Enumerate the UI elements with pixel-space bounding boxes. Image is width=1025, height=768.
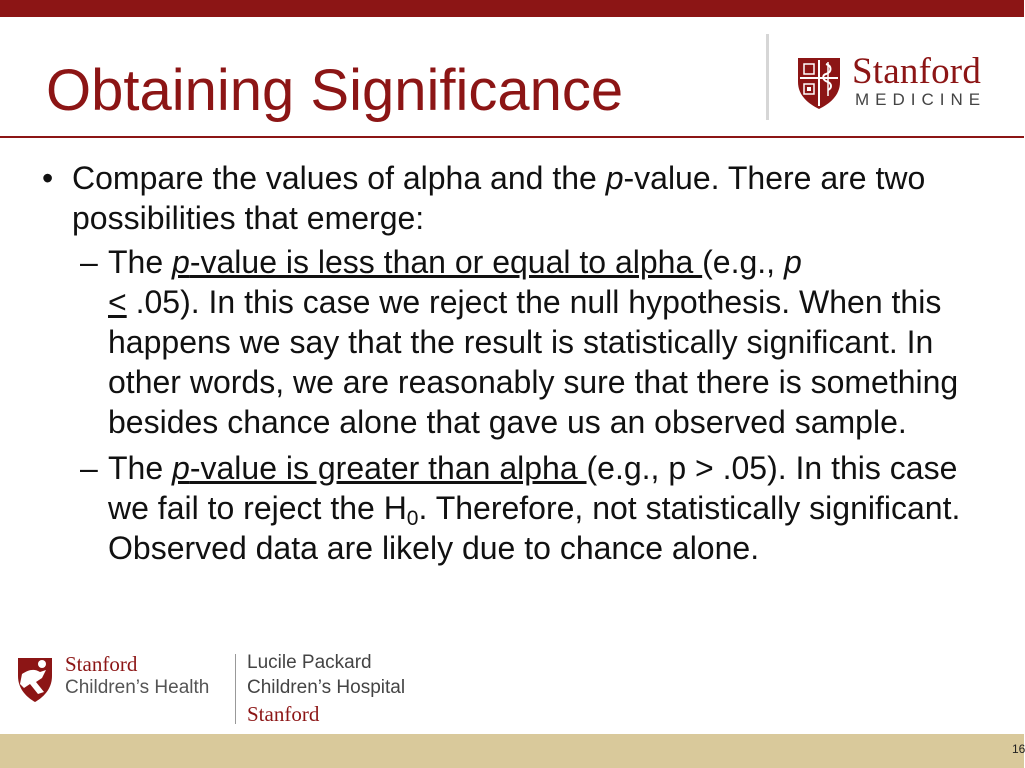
dash-marker: – (80, 244, 98, 280)
bullet-marker: • (42, 160, 54, 196)
footer-logos (10, 650, 430, 730)
lp-stanford-wordmark: Stanford (247, 702, 320, 726)
p-italic: p (605, 160, 624, 196)
dash-marker: – (80, 450, 98, 486)
h-subscript-zero: 0 (406, 507, 419, 530)
sub1-text-1: The (108, 244, 173, 280)
sub1-underlined-text: -value is less than or equal to alpha (189, 244, 703, 280)
main-bullet-text-2: -value. There are two possibilities that emerge: (72, 160, 926, 236)
sub-bullet-greater (0, 448, 968, 568)
less-than-or-equal-sign: < (108, 284, 127, 320)
main-bullet-text-1: Compare the values of alpha and the (72, 160, 606, 196)
stanford-childrens-wordmark: Stanford (65, 652, 138, 676)
main-bullet (0, 158, 942, 238)
sub-bullet-less-equal (0, 242, 968, 442)
sub2-text-3: . Therefore, not statistically significant. Observed data are likely due to chance alone. (108, 490, 961, 566)
stanford-medicine-shield-icon (796, 56, 842, 110)
header-logo-divider (766, 34, 769, 120)
sub1-text-2: (e.g., (702, 244, 784, 280)
slide-title: Obtaining Significance (46, 58, 624, 123)
sub1-text-3: .05). In this case we reject the null hypothesis. When this happens we say that the result is statistically significant. In other words, we are reasonably sure that there is something besides chance alone that gave us an observed sample. (108, 284, 959, 440)
sub2-text-2: (e.g., p > .05). In this case we fail to reject the H (108, 450, 958, 526)
medicine-wordmark: MEDICINE (855, 90, 987, 109)
footer-logo-divider (235, 654, 236, 724)
p-italic: p (783, 244, 802, 280)
sub2-underlined-phrase (172, 450, 586, 486)
sub2-underlined-text: -value is greater than alpha (189, 450, 587, 486)
title-underline-rule (0, 136, 1024, 138)
childrens-health-wordmark: Children’s Health (65, 677, 210, 698)
footer-band (0, 734, 1024, 768)
top-accent-bar (0, 0, 1024, 17)
page-number: 16 (1012, 742, 1025, 756)
childrens-health-figure-icon (12, 652, 58, 704)
sub2-text-1: The (108, 450, 173, 486)
childrens-hospital-wordmark: Children’s Hospital (247, 677, 406, 698)
p-italic: p (172, 244, 190, 280)
p-italic: p (172, 450, 190, 486)
stanford-medicine-logo (796, 52, 1016, 112)
slide-body (0, 158, 1024, 568)
sub1-underlined-phrase (172, 244, 702, 280)
lucile-packard-wordmark: Lucile Packard (247, 652, 372, 673)
stanford-medicine-wordmark: Stanford (852, 51, 982, 92)
